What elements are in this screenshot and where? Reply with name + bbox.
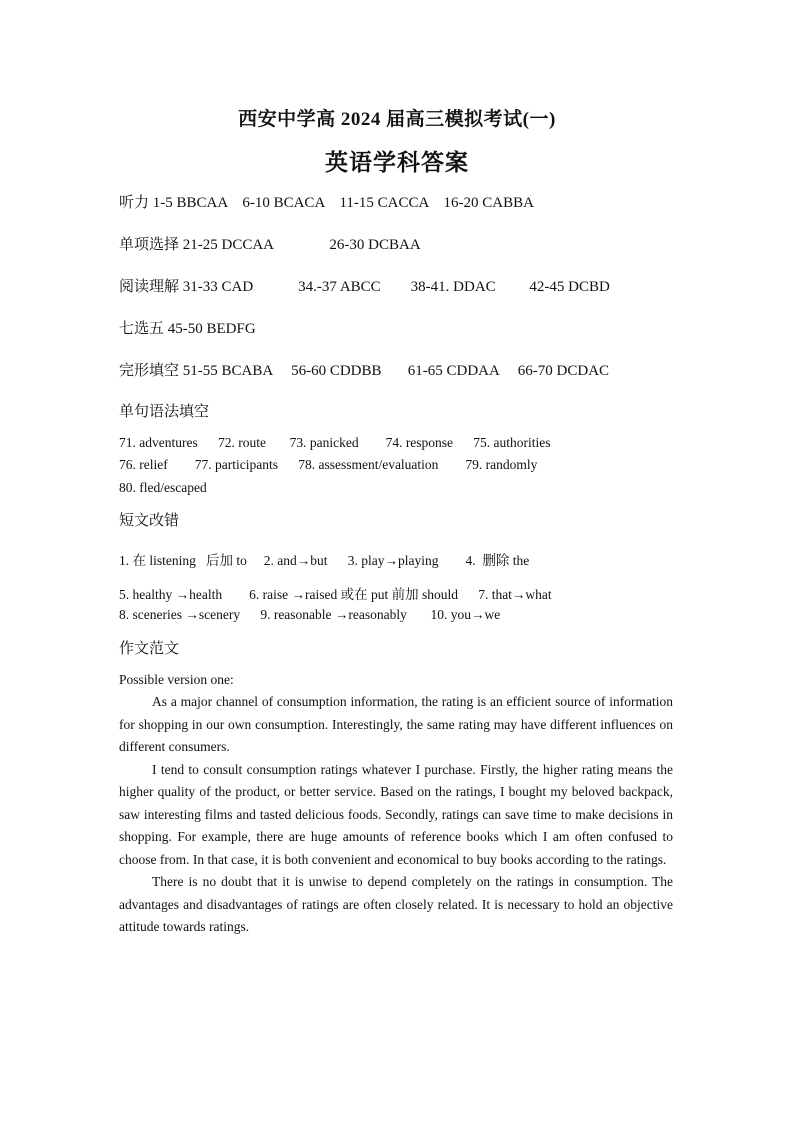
essay-paragraph: There is no doubt that it is unwise to depend completely on the ratings in consumption. The advantages and disadvantages of ratings are often closely related. It is necessary to hold an objective attitude towards ratings.: [119, 874, 673, 934]
reading-answers: 阅读理解 31-33 CAD 34.-37 ABCC 38-41. DDAC 42-45 DCBD: [119, 279, 610, 295]
cloze-answers: 完形填空 51-55 BCABA 56-60 CDDBB 61-65 CDDAA 66-70 DCDAC: [119, 363, 610, 379]
grammar-line: 76. relief 77. participants 78. assessment/evaluation 79. randomly: [119, 457, 538, 472]
essay-paragraph: I tend to consult consumption ratings whatever I purchase. Firstly, the higher rating means the higher quality of the product, or better service. Based on the ratings, I bought my beloved backpack, saw interesting films and tasted delicious foods. Secondly, ratings can save time to make decisions in shopping. For example, there are huge amounts of reference books which I am often confused to choose from. In that case, it is both convenient and economical to buy books according to the ratings.: [119, 761, 673, 867]
listening-answers: 听力 1-5 BBCAA 6-10 BCACA 11-15 CACCA 16-20 CABBA: [119, 195, 534, 211]
grammar-line: 80. fled/escaped: [119, 480, 207, 495]
correction-heading: 短文改错: [119, 513, 180, 529]
model-essay: [119, 691, 673, 939]
grammar-heading: 单句语法填空: [119, 404, 210, 420]
essay-paragraph: As a major channel of consumption information, the rating is an efficient source of information for shopping in our own consumption. Interestingly, the same rating may have different influences on different consumers.: [119, 694, 673, 754]
seven-choose-five-answers: 七选五 45-50 BEDFG: [119, 321, 256, 337]
correction-line: 1. 在 listening 后加 to 2. and→but 3. play→playing 4. 删除 the: [119, 553, 530, 568]
correction-line: 8. sceneries →scenery 9. reasonable →reasonably 10. you→we: [119, 607, 501, 622]
correction-line: 5. healthy →health 6. raise →raised 或在 put 前加 should 7. that→what: [119, 587, 552, 602]
single-choice-answers: 单项选择 21-25 DCCAA 26-30 DCBAA: [119, 237, 421, 253]
grammar-line: 71. adventures 72. route 73. panicked 74. response 75. authorities: [119, 435, 551, 450]
essay-version-label: Possible version one:: [119, 672, 234, 687]
document-title: 西安中学高 2024 届高三模拟考试(一): [238, 109, 556, 130]
document-subtitle: 英语学科答案: [325, 150, 469, 175]
writing-heading: 作文范文: [119, 641, 180, 657]
